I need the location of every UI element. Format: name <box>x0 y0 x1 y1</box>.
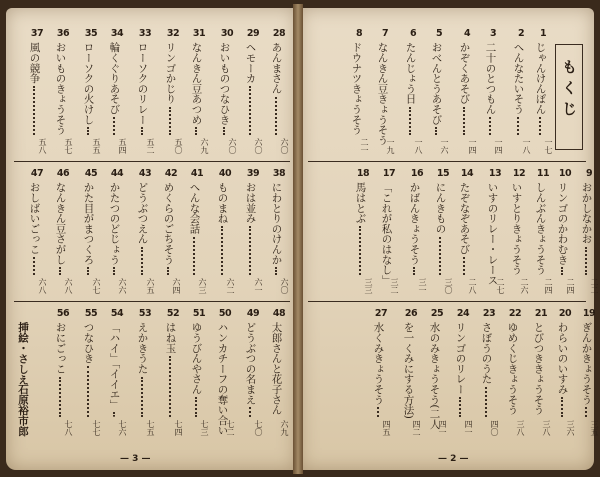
entry-page: 五〇 <box>174 138 183 154</box>
book-gutter <box>293 4 303 474</box>
entry-page: 二七 <box>496 278 505 294</box>
dot-leader <box>113 117 115 135</box>
entry-title: しんぶんきょうそう <box>534 182 547 275</box>
toc-entry <box>478 308 500 440</box>
entry-page: 七六 <box>118 420 127 436</box>
dot-leader <box>439 237 441 275</box>
entry-title: わらいのいすみ <box>556 322 569 395</box>
entry-title: にわとりのけんか <box>270 182 283 265</box>
entry-page: 三〇 <box>444 278 453 294</box>
entry-page: 四一 <box>464 420 473 436</box>
entry-number: 23 <box>482 308 496 319</box>
entry-number: 26 <box>404 308 418 319</box>
entry-number: 33 <box>138 28 152 39</box>
toc-entry <box>554 308 576 440</box>
dot-leader <box>113 412 115 417</box>
dot-leader <box>87 267 89 275</box>
entry-number: 2 <box>517 28 525 39</box>
dot-leader <box>359 226 361 275</box>
entry-title: たんじょう日 <box>404 42 417 104</box>
entry-number: 38 <box>272 168 286 179</box>
dot-leader <box>113 267 115 275</box>
entry-page: 二八 <box>468 278 477 294</box>
dot-leader <box>413 267 415 275</box>
entry-title: 二十のとつもん <box>484 42 497 115</box>
entry-number: 8 <box>355 28 363 39</box>
entry-number: 32 <box>166 28 180 39</box>
entry-number: 40 <box>218 168 232 179</box>
entry-number: 5 <box>435 28 443 39</box>
entry-page: 四二 <box>412 420 421 436</box>
entry-page: 一四 <box>494 138 503 154</box>
entry-title: かばんきょうそう <box>408 182 421 265</box>
entry-page: 六〇 <box>228 138 237 154</box>
entry-title: にんきもの <box>434 182 447 234</box>
toc-entry <box>452 308 474 440</box>
toc-entry <box>268 308 290 440</box>
entry-number: 21 <box>534 308 548 319</box>
entry-page: 七〇 <box>254 420 263 436</box>
entry-number: 15 <box>436 168 450 179</box>
entry-page: 一六 <box>440 138 449 154</box>
entry-number: 12 <box>512 168 526 179</box>
entry-page: 七二 <box>226 420 235 436</box>
entry-title: かたつのどじょう <box>108 182 121 265</box>
dot-leader <box>193 237 195 275</box>
entry-number: 55 <box>84 308 98 319</box>
entry-number: 35 <box>84 28 98 39</box>
entry-page: 五二 <box>146 138 155 154</box>
entry-number: 36 <box>56 28 70 39</box>
toc-entry <box>242 168 264 298</box>
entry-page: 一九 <box>386 138 395 154</box>
toc-entry <box>134 168 156 298</box>
dot-leader <box>463 107 465 135</box>
dot-leader <box>459 397 461 417</box>
page-number-right: — 2 — <box>438 454 469 464</box>
entry-number: 11 <box>536 168 550 179</box>
dot-leader <box>275 97 277 135</box>
entry-page: 六九 <box>200 138 209 154</box>
toc-entry <box>214 168 236 298</box>
entry-number: 49 <box>246 308 260 319</box>
entry-number: 17 <box>382 168 396 179</box>
dot-leader <box>275 267 277 275</box>
entry-title: かぞくあそび <box>458 42 471 104</box>
entry-title: リンゴかじり <box>164 42 177 104</box>
entry-title: 風の競争 <box>28 42 41 84</box>
entry-page: 七三 <box>200 420 209 436</box>
toc-entry <box>242 308 264 440</box>
entry-number: 46 <box>56 168 70 179</box>
entry-title: 「これが私のはなし」 <box>380 182 393 286</box>
entry-number: 14 <box>460 168 474 179</box>
toc-entry <box>188 308 210 440</box>
toc-entry <box>428 28 450 158</box>
entry-number: 27 <box>374 308 388 319</box>
toc-entry <box>402 28 424 158</box>
dot-leader <box>489 117 491 135</box>
entry-number: 29 <box>246 28 260 39</box>
entry-number: 9 <box>585 168 593 179</box>
illustration-credit-name: 石原裕市郎 <box>17 384 29 437</box>
entry-title: おべんとうあそび <box>430 42 443 125</box>
entry-number: 34 <box>110 28 124 39</box>
entry-page: 七七 <box>92 420 101 436</box>
toc-entry <box>370 308 392 440</box>
entry-page: 三五 <box>590 420 599 436</box>
entry-number: 19 <box>582 308 596 319</box>
dot-leader <box>87 366 89 417</box>
toc-entry <box>106 308 128 440</box>
entry-page: 六九 <box>280 420 289 436</box>
dot-leader <box>59 377 61 417</box>
dot-leader <box>223 127 225 135</box>
entry-page: 一四 <box>468 138 477 154</box>
entry-page: 三三 <box>364 278 373 294</box>
entry-number: 10 <box>558 168 572 179</box>
dot-leader <box>409 107 411 135</box>
toc-entry <box>52 308 74 440</box>
toc-entry <box>532 168 554 298</box>
dot-leader <box>167 267 169 275</box>
toc-entry <box>106 28 128 158</box>
entry-number: 18 <box>356 168 370 179</box>
entry-number: 13 <box>488 168 502 179</box>
entry-title: ローソクの火けし <box>82 42 95 125</box>
entry-page: 二一 <box>360 138 369 154</box>
entry-title: たぞなぞあそび <box>458 182 471 255</box>
entry-title: あんまさん <box>270 42 283 94</box>
toc-entry <box>456 28 478 158</box>
entry-number: 52 <box>166 308 180 319</box>
toc-entry <box>26 168 48 298</box>
toc-entry <box>406 168 428 298</box>
toc-entry <box>352 168 374 298</box>
entry-title: 輪くぐりあそび <box>108 42 121 115</box>
dot-leader <box>141 377 143 417</box>
entry-page: 七四 <box>174 420 183 436</box>
toc-entry <box>378 168 400 298</box>
toc-entry <box>554 168 576 298</box>
dot-leader <box>585 247 587 275</box>
entry-page: 六一 <box>254 278 263 294</box>
entry-title: 水くみきょうそう <box>372 322 385 405</box>
page-number-left: — 3 — <box>120 454 151 464</box>
entry-number: 45 <box>84 168 98 179</box>
dot-leader <box>141 127 143 135</box>
entry-page: 六四 <box>172 278 181 294</box>
entry-title: おは並み <box>244 182 257 224</box>
dot-leader <box>435 127 437 135</box>
toc-entry <box>106 168 128 298</box>
entry-number: 48 <box>272 308 286 319</box>
entry-title: へんな会話 <box>188 182 201 234</box>
entry-number: 53 <box>138 308 152 319</box>
toc-entry <box>52 168 74 298</box>
entry-page: 六三 <box>198 278 207 294</box>
toc-entry <box>134 308 156 440</box>
entry-title: ゆうびんやさん <box>190 322 203 395</box>
toc-entry <box>268 28 290 158</box>
dot-leader <box>561 267 563 275</box>
entry-number: 47 <box>30 168 44 179</box>
toc-entry <box>216 28 238 158</box>
entry-title: いすとりきょうそう <box>510 182 523 275</box>
entry-number: 1 <box>539 28 547 39</box>
dot-leader <box>169 356 171 417</box>
toc-entry <box>162 308 184 440</box>
toc-entry <box>188 28 210 158</box>
entry-title: なんきん豆きょうそう <box>376 42 389 146</box>
toc-entry <box>532 28 554 158</box>
entry-title: おしばいごっこ <box>28 182 41 255</box>
entry-number: 56 <box>56 308 70 319</box>
entry-number: 39 <box>246 168 260 179</box>
entry-number: 41 <box>190 168 204 179</box>
dot-leader <box>561 397 563 417</box>
entry-title: はね玉 <box>164 322 177 353</box>
entry-page: 三八 <box>542 420 551 436</box>
entry-number: 31 <box>192 28 206 39</box>
entry-title: ぎんかきょうそう <box>580 322 593 405</box>
contents-heading-box <box>555 44 583 150</box>
entry-page: 六八 <box>38 278 47 294</box>
entry-title: ものまね <box>216 182 229 224</box>
entry-title: 水のみきょうそう(二人 <box>428 322 441 429</box>
dot-leader <box>33 257 35 275</box>
toc-entry <box>80 28 102 158</box>
toc-entry <box>456 168 478 298</box>
entry-title: リンゴのリレー <box>454 322 467 395</box>
toc-entry <box>80 168 102 298</box>
toc-entry <box>578 308 600 440</box>
entry-title: リンゴのかわむき <box>556 182 569 265</box>
entry-number: 37 <box>30 28 44 39</box>
entry-title: いすのリレー・レース <box>486 182 499 286</box>
entry-page: 六〇 <box>254 138 263 154</box>
dot-leader <box>249 407 251 417</box>
entry-page: 六二 <box>226 278 235 294</box>
entry-title: めくらのごちそう <box>162 182 175 265</box>
entry-title: なんきん豆さがし <box>54 182 67 265</box>
entry-page: 六〇 <box>280 138 289 154</box>
dot-leader <box>87 127 89 135</box>
entry-page: 五四 <box>118 138 127 154</box>
toc-entry <box>160 168 182 298</box>
dot-leader <box>539 117 541 135</box>
dot-leader <box>195 397 197 417</box>
entry-title: じゃんけんぽん <box>534 42 547 115</box>
entry-number: 6 <box>409 28 417 39</box>
row-divider <box>308 301 586 302</box>
entry-title: ローソクのリレー <box>136 42 149 125</box>
entry-page: 三八 <box>516 420 525 436</box>
toc-entry <box>80 308 102 440</box>
dot-leader <box>585 407 587 417</box>
entry-title: おかしなかお <box>580 182 593 244</box>
toc-entry <box>134 28 156 158</box>
entry-number: 50 <box>218 308 232 319</box>
entry-title: つなひき <box>82 322 95 364</box>
entry-title: 馬はとぶ <box>354 182 367 224</box>
toc-entry <box>52 28 74 158</box>
entry-title: おいものつなひき <box>218 42 231 125</box>
entry-title: どうぶつの名まえ <box>244 322 257 405</box>
entry-page: 三一 <box>418 278 427 294</box>
entry-page: 六七 <box>92 278 101 294</box>
entry-page: 七八 <box>64 420 73 436</box>
dot-leader <box>33 86 35 135</box>
dot-leader <box>249 226 251 275</box>
entry-title: おいものきょうそう <box>54 42 67 135</box>
entry-page: 一八 <box>522 138 531 154</box>
entry-number: 54 <box>110 308 124 319</box>
entry-page: 六五 <box>146 278 155 294</box>
dot-leader <box>141 247 143 275</box>
toc-entry <box>530 308 552 440</box>
entry-page: 三二 <box>390 278 399 294</box>
toc-entry <box>186 168 208 298</box>
entry-title: おにごっこ <box>54 322 67 374</box>
entry-title: 「ハイ」「イイエ」 <box>108 322 121 410</box>
entry-number: 28 <box>272 28 286 39</box>
dot-leader <box>485 387 487 417</box>
dot-leader <box>517 117 519 135</box>
entry-number: 30 <box>220 28 234 39</box>
entry-number: 7 <box>381 28 389 39</box>
entry-number: 51 <box>192 308 206 319</box>
entry-title: 太郎さんと花子さん <box>270 322 283 415</box>
toc-entry <box>508 168 530 298</box>
toc-entry <box>504 308 526 440</box>
toc-entry <box>484 168 506 298</box>
entry-page: 六六 <box>118 278 127 294</box>
entry-page: 四一 <box>438 420 447 436</box>
entry-number: 20 <box>558 308 572 319</box>
dot-leader <box>59 267 61 275</box>
entry-number: 16 <box>410 168 424 179</box>
toc-entry <box>400 308 422 440</box>
entry-page: 二四 <box>544 278 553 294</box>
entry-title: とびつききょうそう <box>532 322 545 415</box>
entry-title: かた目がまつくろ <box>82 182 95 265</box>
toc-entry <box>510 28 532 158</box>
illustration-credit-label: 挿絵・さしえ <box>17 322 29 385</box>
entry-page: 二二 <box>590 278 599 294</box>
entry-title: ヘモーカ <box>244 42 257 84</box>
toc-entry <box>348 28 370 158</box>
toc-entry <box>214 308 236 440</box>
entry-number: 44 <box>110 168 124 179</box>
toc-entry <box>26 28 48 158</box>
contents-heading: もくじ <box>560 59 578 122</box>
entry-page: 一八 <box>414 138 423 154</box>
entry-title: へんなたいそう <box>512 42 525 115</box>
entry-title: ドウナツきょうそう <box>350 42 363 135</box>
entry-number: 4 <box>463 28 471 39</box>
entry-page: 七五 <box>146 420 155 436</box>
entry-title: えかきうた <box>136 322 149 374</box>
toc-entry <box>426 308 448 440</box>
row-divider <box>308 161 586 162</box>
toc-entry <box>374 28 396 158</box>
entry-number: 3 <box>489 28 497 39</box>
entry-page: 五八 <box>38 138 47 154</box>
dot-leader <box>377 407 379 417</box>
entry-number: 42 <box>164 168 178 179</box>
toc-entry <box>578 168 600 298</box>
toc-entry <box>268 168 290 298</box>
entry-title: どうぶつえん <box>136 182 149 244</box>
toc-entry <box>482 28 504 158</box>
entry-title: なんきん豆あつめ <box>190 42 203 125</box>
toc-entry <box>432 168 454 298</box>
entry-page: 四〇 <box>490 420 499 436</box>
entry-page: 一七 <box>544 138 553 154</box>
entry-number: 43 <box>138 168 152 179</box>
entry-title: さぼうのうた <box>480 322 493 384</box>
entry-page: 二四 <box>566 278 575 294</box>
entry-title: ハンカチーフの奪い合い <box>216 322 229 436</box>
entry-page: 五七 <box>64 138 73 154</box>
row-divider <box>14 161 290 162</box>
entry-page: 二六 <box>520 278 529 294</box>
dot-leader <box>463 257 465 275</box>
dot-leader <box>169 107 171 135</box>
entry-title: ゆめくじきょうそう <box>506 322 519 415</box>
dot-leader <box>249 86 251 135</box>
dot-leader <box>195 127 197 135</box>
entry-page: 四五 <box>382 420 391 436</box>
entry-page: 三六 <box>566 420 575 436</box>
entry-title: を一くみにする方法) <box>402 322 415 419</box>
dot-leader <box>221 226 223 275</box>
toc-entry <box>162 28 184 158</box>
toc-entry <box>242 28 264 158</box>
entry-page: 六〇 <box>280 278 289 294</box>
entry-number: 25 <box>430 308 444 319</box>
entry-number: 22 <box>508 308 522 319</box>
entry-number: 24 <box>456 308 470 319</box>
entry-page: 五五 <box>92 138 101 154</box>
entry-page: 六八 <box>64 278 73 294</box>
row-divider <box>14 301 290 302</box>
